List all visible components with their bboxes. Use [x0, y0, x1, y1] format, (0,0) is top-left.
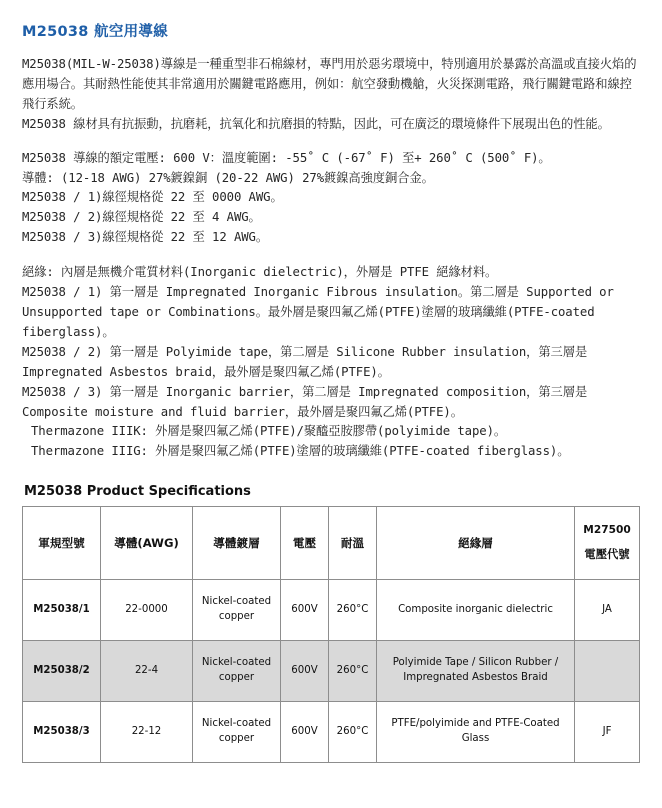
spec-line-conductor: 導體: (12-18 AWG) 27%鍍鎳銅 (20-22 AWG) 27%鍍鎳高強度銅合金。 — [22, 170, 434, 185]
table-row — [23, 641, 640, 702]
intro-paragraph-1: M25038(MIL-W-25038)導線是一種重型非石棉線材，專門用於惡劣環境中，特別適用於暴露於高溫或直接火焰的應用場合。其耐熱性能使其非常適用於關鍵電路應用，例如：航空發動機艙，火災探測電路，飛行關鍵電路和線控飛行系統。 — [22, 57, 637, 111]
cell-insulation-line1: PTFE/polyimide and PTFE-Coated — [391, 718, 560, 730]
spec-line-voltage: M25038 導線的額定電壓: 600 V：溫度範圍: -55˚ C (-67˚ F) 至+ 260˚ C (500˚ F)。 — [22, 150, 551, 165]
cell-plating-line1: Nickel-coated — [201, 657, 272, 669]
column-header-awg: 導體(AWG) — [101, 507, 193, 580]
cell-insulation — [377, 580, 575, 641]
column-header-m27500-line1: M27500 — [583, 523, 631, 536]
insulation-line-2: M25038 / 2) 第一層是 Polyimide tape，第二層是 Silicone Rubber insulation，第三層是 Impregnated Asbestos braid，最外層是聚四氟乙烯(PTFE)。 — [22, 344, 588, 379]
cell-voltage: 600V — [281, 641, 329, 702]
cell-temperature: 260°C — [329, 641, 377, 702]
column-header-temperature: 耐溫 — [329, 507, 377, 580]
column-header-insulation: 絕緣層 — [377, 507, 575, 580]
column-header-plating: 導體鍍層 — [193, 507, 281, 580]
column-header-model: 軍規型號 — [23, 507, 101, 580]
cell-awg: 22-12 — [101, 702, 193, 763]
cell-insulation — [377, 702, 575, 763]
spec-line-gauge-3: M25038 / 3)線徑規格從 22 至 12 AWG。 — [22, 230, 269, 245]
cell-plating — [193, 580, 281, 641]
cell-code: JF — [575, 702, 640, 763]
cell-insulation-line2: Impregnated Asbestos Braid — [403, 672, 548, 684]
table-row — [23, 580, 640, 641]
cell-code: JA — [575, 580, 640, 641]
cell-plating-line2: copper — [218, 733, 255, 745]
column-header-m27500-code — [575, 507, 640, 580]
cell-plating-line1: Nickel-coated — [201, 596, 272, 608]
cell-plating — [193, 702, 281, 763]
page-title: M25038 航空用導線 — [22, 24, 169, 40]
cell-insulation-line1: Polyimide Tape / Silicon Rubber / — [392, 657, 559, 669]
table-row — [23, 702, 640, 763]
spec-line-gauge-2: M25038 / 2)線徑規格從 22 至 4 AWG。 — [22, 210, 261, 225]
cell-voltage: 600V — [281, 702, 329, 763]
intro-paragraph-2: M25038 線材具有抗振動，抗磨耗，抗氧化和抗磨損的特點，因此，可在廣泛的環境條件下展現出色的性能。 — [22, 116, 610, 131]
cell-voltage: 600V — [281, 580, 329, 641]
column-header-m27500-line2: 電壓代號 — [584, 548, 630, 562]
cell-code — [575, 641, 640, 702]
insulation-line-3: M25038 / 3) 第一層是 Inorganic barrier，第二層是 Impregnated composition，第三層是 Composite moisture and fluid barrier，最外層是聚四氟乙烯(PTFE)。 — [22, 384, 588, 419]
cell-plating-line1: Nickel-coated — [201, 718, 272, 730]
insulation-intro: 絕緣: 內層是無機介電質材料(Inorganic dielectric)，外層是 PTFE 絕緣材料。 — [22, 265, 498, 280]
insulation-line-1: M25038 / 1) 第一層是 Impregnated Inorganic Fibrous insulation。第二層是 Supported or Unsupported tape or Combinations。最外層是聚四氟乙烯(PTFE)塗層的玻璃纖維(PTFE-coated fiberglass)。 — [22, 285, 614, 339]
insulation-block — [22, 263, 640, 462]
table-header-row — [23, 507, 640, 580]
cell-temperature: 260°C — [329, 702, 377, 763]
thermazone-line-k: Thermazone IIIK: 外層是聚四氟乙烯(PTFE)/聚醯亞胺膠帶(polyimide tape)。 — [31, 424, 507, 439]
cell-model: M25038/1 — [23, 580, 101, 641]
table-caption: M25038 Product Specifications — [24, 484, 251, 500]
cell-model: M25038/2 — [23, 641, 101, 702]
cell-insulation-line2: Glass — [461, 733, 490, 745]
cell-awg: 22-0000 — [101, 580, 193, 641]
column-header-voltage: 電壓 — [281, 507, 329, 580]
cell-insulation — [377, 641, 575, 702]
spec-line-gauge-1: M25038 / 1)線徑規格從 22 至 0000 AWG。 — [22, 190, 283, 205]
cell-plating-line2: copper — [218, 611, 255, 623]
product-specifications-table — [22, 506, 640, 763]
cell-awg: 22-4 — [101, 641, 193, 702]
cell-plating-line2: copper — [218, 672, 255, 684]
cell-insulation-line1: Composite inorganic dielectric — [398, 603, 553, 615]
intro-paragraphs — [22, 55, 640, 135]
electrical-spec-block — [22, 149, 640, 249]
cell-model: M25038/3 — [23, 702, 101, 763]
thermazone-line-g: Thermazone IIIG: 外層是聚四氟乙烯(PTFE)塗層的玻璃纖維(PTFE-coated fiberglass)。 — [31, 444, 570, 459]
cell-temperature: 260°C — [329, 580, 377, 641]
cell-plating — [193, 641, 281, 702]
